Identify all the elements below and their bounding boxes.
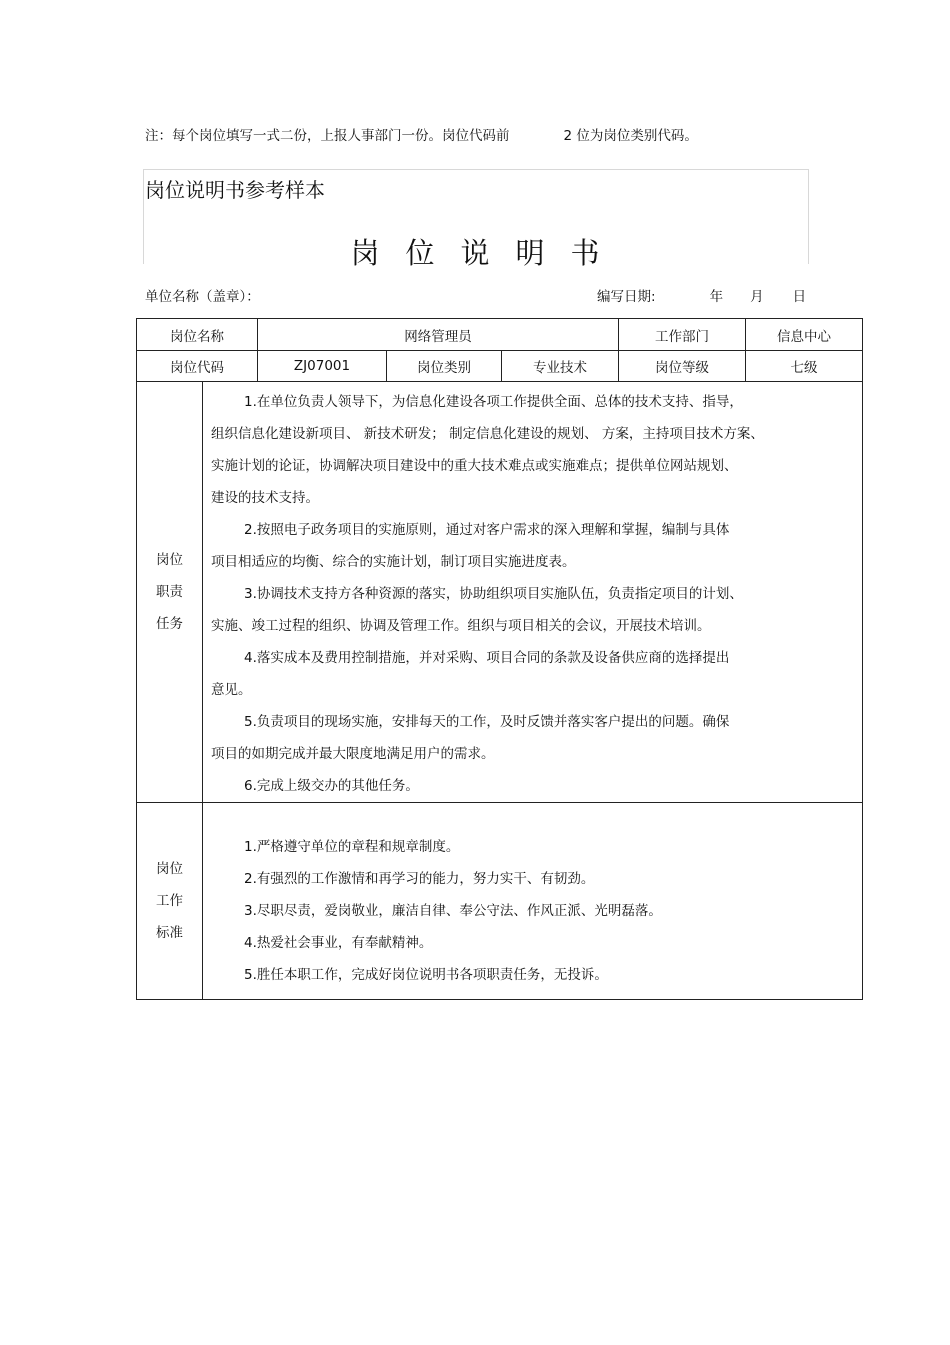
form-note xyxy=(145,124,698,144)
table-row xyxy=(137,319,863,351)
job-grade-label: 岗位等级 xyxy=(619,351,746,382)
standard-item: 1.严格遵守单位的章程和规章制度。 xyxy=(244,839,460,855)
standards-content xyxy=(203,803,863,1000)
duty-item: 2.按照电子政务项目的实施原则，通过对客户需求的深入理解和掌握，编制与具体 项目相适应的均衡、综合的实施计划，制订项目实施进度表。 xyxy=(211,522,730,570)
write-date xyxy=(597,285,806,305)
job-code-value: ZJ07001 xyxy=(258,351,387,382)
date-year: 年 xyxy=(709,289,724,305)
job-category-value: 专业技术 xyxy=(502,351,619,382)
note-part1: 注：每个岗位填写一式二份，上报人事部门一份。岗位代码前 xyxy=(145,128,510,144)
standards-label: 岗位 工作 标准 xyxy=(137,803,203,1000)
date-label: 编写日期: xyxy=(597,289,656,305)
standard-item: 3.尽职尽责，爱岗敬业，廉洁自律、奉公守法、作风正派、光明磊落。 xyxy=(244,903,662,919)
duty-item: 1.在单位负责人领导下，为信息化建设各项工作提供全面、总体的技术支持、指导， 组织信息化建设新项目、 新技术研发； 制定信息化建设的规划、 方案，主持项目技术方案、 实施计划的论证，协调解决项目建设中的重大技术难点或实施难点；提供单位网站规划、 建设的技术支持。 xyxy=(211,394,764,506)
duties-label: 岗位 职责 任务 xyxy=(137,382,203,803)
duties-content xyxy=(203,382,863,803)
duty-item: 5.负责项目的现场实施，安排每天的工作，及时反馈并落实客户提出的问题。确保 项目的如期完成并最大限度地满足用户的需求。 xyxy=(211,714,730,762)
job-name-value: 网络管理员 xyxy=(258,319,619,351)
duty-item: 3.协调技术支持方各种资源的落实，协助组织项目实施队伍，负责指定项目的计划、 实施、竣工过程的组织、协调及管理工作。组织与项目相关的会议，开展技术培训。 xyxy=(211,586,743,634)
department-value: 信息中心 xyxy=(746,319,863,351)
department-label: 工作部门 xyxy=(619,319,746,351)
date-day: 日 xyxy=(792,289,807,305)
duty-item: 4.落实成本及费用控制措施，并对采购、项目合同的条款及设备供应商的选择提出 意见。 xyxy=(211,650,730,698)
document-title: 岗位说明书 xyxy=(350,236,626,270)
job-code-label: 岗位代码 xyxy=(137,351,258,382)
job-grade-value: 七级 xyxy=(746,351,863,382)
table-row xyxy=(137,382,863,803)
standard-item: 4.热爱社会事业，有奉献精神。 xyxy=(244,935,433,951)
unit-name-label: 单位名称（盖章）： xyxy=(145,289,260,305)
standard-item: 5.胜任本职工作，完成好岗位说明书各项职责任务，无投诉。 xyxy=(244,967,608,983)
standard-item: 2.有强烈的工作激情和再学习的能力，努力实干、有韧劲。 xyxy=(244,871,595,887)
duty-item: 6.完成上级交办的其他任务。 xyxy=(244,778,419,794)
table-row xyxy=(137,351,863,382)
table-row xyxy=(137,803,863,1000)
job-category-label: 岗位类别 xyxy=(387,351,502,382)
job-name-label: 岗位名称 xyxy=(137,319,258,351)
note-part2: 2 位为岗位类别代码。 xyxy=(563,128,698,144)
job-description-table xyxy=(136,318,863,1000)
date-month: 月 xyxy=(750,289,764,305)
sample-title: 岗位说明书参考样本 xyxy=(145,178,325,202)
